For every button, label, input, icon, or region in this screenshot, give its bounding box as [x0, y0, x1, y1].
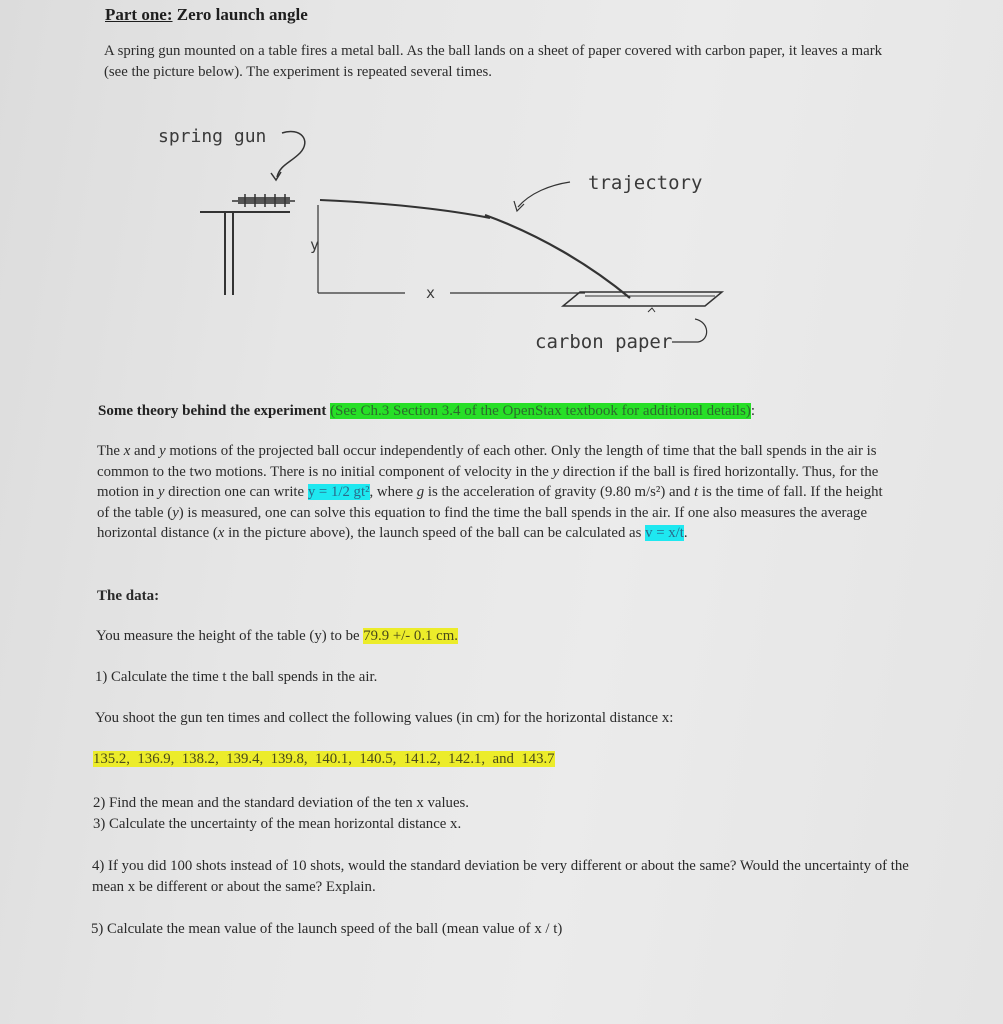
question-5: 5) Calculate the mean value of the launch speed of the ball (mean value of x / t) [91, 921, 563, 937]
theory-paragraph: The x and y motions of the projected ball occur independently of each other. Only the length of time that the ball spends in the air is common to the two motions. There is no initial component of velocity in the y direction if the ball is fired horizontally. Thus, for the motion in y direction one can write y = 1/2 gt², where g is the acceleration of gravity (9.80 m/s²) and t is the time of fall. If the height of the table (y) is measured, one can solve this equation to find the time the ball spends in the air. If one also measures the average horizontal distance (x in the picture above), the launch speed of the ball can be calculated as v = x/t. [97, 443, 883, 541]
spring-gun-arrow [277, 131, 305, 177]
formula-speed: v = x/t [645, 525, 684, 541]
formula-fall: y = 1/2 gt² [307, 484, 370, 500]
x-label: x [426, 284, 436, 302]
gun-body [238, 197, 290, 204]
question-3: 3) Calculate the uncertainty of the mean horizontal distance x. [93, 816, 462, 832]
trajectory-pointer [518, 182, 570, 207]
theory-heading-line [98, 403, 755, 420]
title-prefix: Part one: [105, 5, 173, 24]
carbon-paper-sheet [563, 292, 722, 306]
theory-colon: : [750, 403, 755, 419]
distance-values [93, 751, 555, 768]
carbon-paper-pointer [672, 319, 707, 342]
theory-heading: Some theory behind the experiment [98, 403, 327, 419]
spring-gun-label: spring gun [158, 126, 267, 147]
title-rest: Zero launch angle [172, 5, 308, 24]
trajectory-lower [485, 215, 630, 298]
spring-gun-arrowhead [271, 172, 281, 180]
trajectory-label: trajectory [588, 172, 703, 194]
height-value: 79.9 +/- 0.1 cm. [363, 628, 458, 644]
carbon-paper-label: carbon paper [535, 331, 673, 353]
height-line: You measure the height of the table (y) to be 79.9 +/- 0.1 cm. [96, 628, 458, 644]
data-heading: The data: [97, 588, 160, 604]
openstax-reference: (See Ch.3 Section 3.4 of the OpenStax textbook for additional details) [330, 403, 751, 419]
trajectory-upper [320, 200, 490, 218]
intro-paragraph: A spring gun mounted on a table fires a metal ball. As the ball lands on a sheet of paper covered with carbon paper, it leaves a mark (see the picture below). The experiment is repeated several times. [104, 43, 883, 80]
question-2: 2) Find the mean and the standard deviation of the ten x values. [93, 795, 469, 811]
y-label: y [310, 236, 320, 254]
shoot-text: You shoot the gun ten times and collect the following values (in cm) for the horizontal distance x: [95, 710, 674, 726]
question-1: 1) Calculate the time t the ball spends in the air. [95, 669, 378, 685]
question-4: 4) If you did 100 shots instead of 10 shots, would the standard deviation be very different or about the same? Would the uncertainty of the mean x be different or about the same? Explain. [92, 858, 909, 895]
distance-values-highlight: 135.2, 136.9, 138.2, 139.4, 139.8, 140.1, 140.5, 141.2, 142.1, and 143.7 [93, 751, 555, 767]
experiment-diagram [150, 115, 750, 365]
page-title [105, 5, 308, 25]
